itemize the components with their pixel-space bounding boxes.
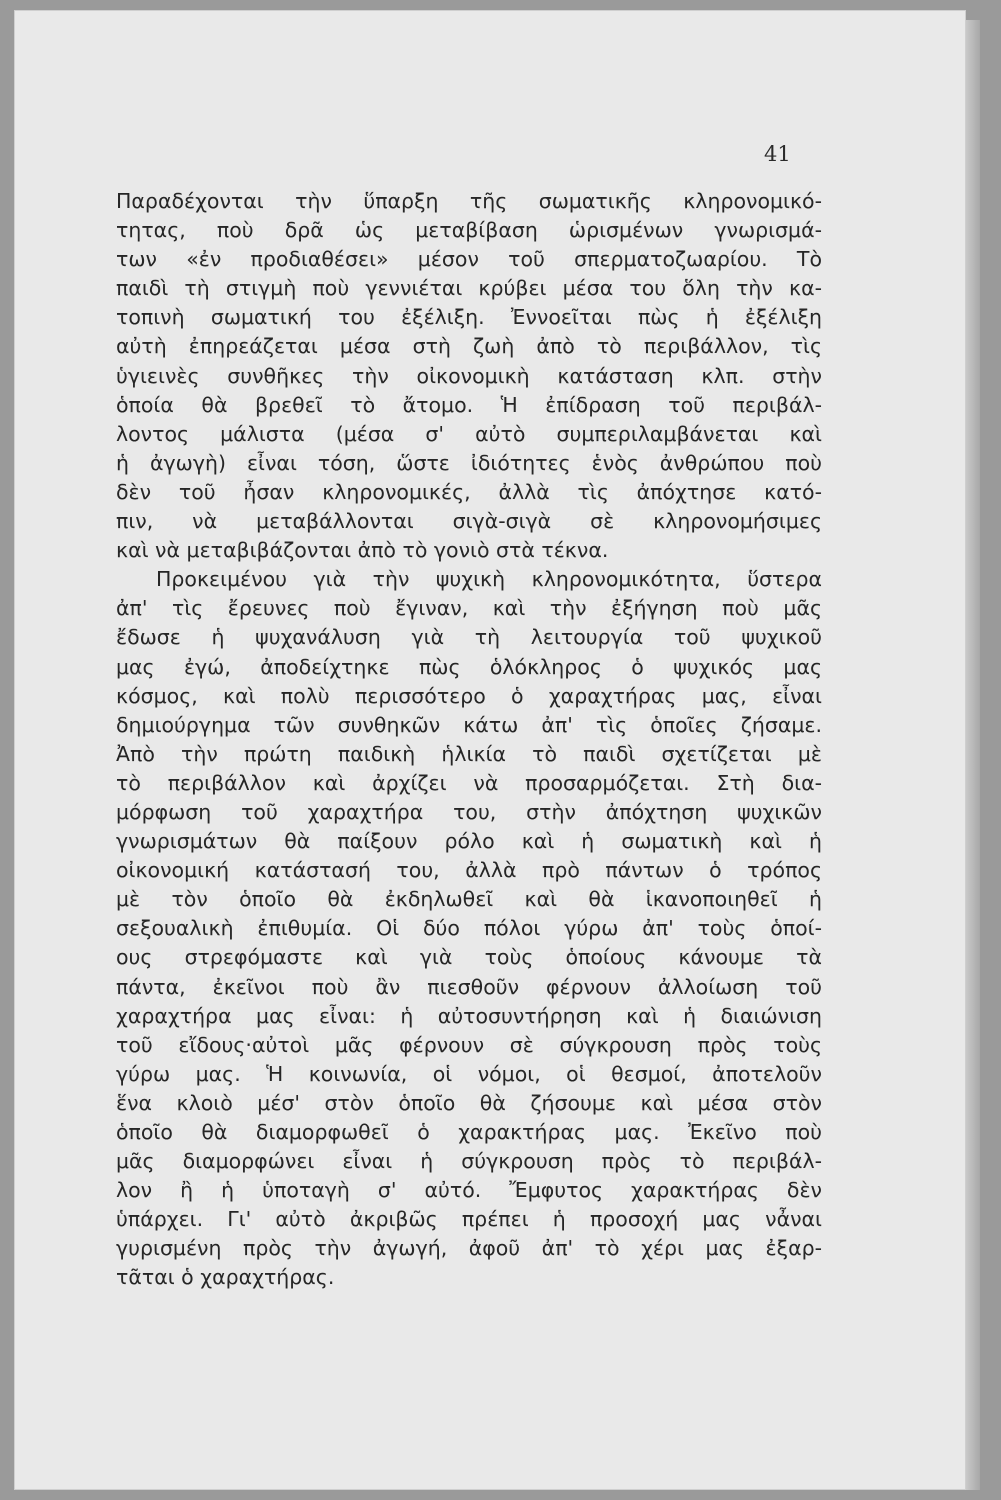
text-line: μὲ τὸν ὁποῖο θὰ ἐκδηλωθεῖ καὶ θὰ ἱκανοποιηθεῖ ἡ <box>116 887 822 912</box>
text-line: ὑγιεινὲς συνθῆκες τὴν οἰκονομικὴ κατάσταση κλπ. στὴν <box>116 363 822 388</box>
text-line: Ἀπὸ τὴν πρώτη παιδικὴ ἡλικία τὸ παιδὶ σχετίζεται μὲ <box>116 741 822 766</box>
text-line: λον ἢ ἡ ὑποταγὴ σ' αὐτό. Ἔμφυτος χαρακτήρας δὲν <box>116 1178 822 1203</box>
text-line: χαραχτήρα μας εἶναι: ἡ αὐτοσυντήρηση καὶ ἡ διαιώνιση <box>116 1003 822 1028</box>
text-line: των «ἐν προδιαθέσει» μέσον τοῦ σπερματοζωαρίου. Τὸ <box>116 247 822 272</box>
text-line: αὐτὴ ἐπηρεάζεται μέσα στὴ ζωὴ ἀπὸ τὸ περιβάλλον, τὶς <box>116 334 822 359</box>
text-line: τὸ περιβάλλον καὶ ἀρχίζει νὰ προσαρμόζεται. Στὴ δια- <box>116 770 822 795</box>
text-line: λοντος μάλιστα (μέσα σ' αὐτὸ συμπεριλαμβάνεται καὶ <box>116 421 822 446</box>
paragraph-last-line: τᾶται ὁ χαραχτήρας. <box>116 1265 335 1290</box>
text-line: μας ἐγώ, ἀποδείχτηκε πὼς ὁλόκληρος ὁ ψυχικός μας <box>116 654 822 679</box>
text-line: ους στρεφόμαστε καὶ γιὰ τοὺς ὁποίους κάνουμε τὰ <box>116 945 822 970</box>
text-line: τοῦ εἴδους·αὐτοὶ μᾶς φέρνουν σὲ σύγκρουση πρὸς τοὺς <box>116 1032 822 1057</box>
paragraph-first-line: Προκειμένου γιὰ τὴν ψυχικὴ κληρονομικότητα, ὕστερα <box>156 567 822 592</box>
text-line: παιδὶ τὴ στιγμὴ ποὺ γεννιέται κρύβει μέσα του ὅλη τὴν κα- <box>116 276 822 301</box>
text-line: σεξουαλικὴ ἐπιθυμία. Οἱ δύο πόλοι γύρω ἀπ' τοὺς ὁποί- <box>116 916 822 941</box>
text-line: ὑπάρχει. Γι' αὐτὸ ἀκριβῶς πρέπει ἡ προσοχή μας νἆναι <box>116 1207 822 1232</box>
text-line: ὁποῖο θὰ διαμορφωθεῖ ὁ χαρακτήρας μας. Ἐκεῖνο ποὺ <box>116 1120 822 1144</box>
paragraph-last-line: καὶ νὰ μεταβιβάζονται ἀπὸ τὸ γονιὸ στὰ τέκνα. <box>116 538 609 563</box>
text-line: ἡ ἀγωγὴ) εἶναι τόση, ὥστε ἰδιότητες ἑνὸς ἀνθρώπου ποὺ <box>116 450 822 475</box>
text-line: πιν, νὰ μεταβάλλονται σιγὰ-σιγὰ σὲ κληρονομήσιμες <box>116 509 822 534</box>
text-line: τητας, ποὺ δρᾶ ὡς μεταβίβαση ὡρισμένων γνωρισμά- <box>116 218 822 243</box>
text-line: ἔδωσε ἡ ψυχανάλυση γιὰ τὴ λειτουργία τοῦ ψυχικοῦ <box>116 625 822 650</box>
text-line: δημιούργημα τῶν συνθηκῶν κάτω ἀπ' τὶς ὁποῖες ζήσαμε. <box>116 712 822 737</box>
text-line: τοπινὴ σωματική του ἐξέλιξη. Ἐννοεῖται πὼς ἡ ἐξέλιξη <box>116 305 822 330</box>
text-line: οἰκονομική κατάστασή του, ἀλλὰ πρὸ πάντων ὁ τρόπος <box>116 858 822 883</box>
text-line: κόσμος, καὶ πολὺ περισσότερο ὁ χαραχτήρας μας, εἶναι <box>116 683 822 708</box>
page-edge-shadow <box>966 20 980 1490</box>
text-line: πάντα, ἐκεῖνοι ποὺ ἂν πιεσθοῦν φέρνουν ἀλλοίωση τοῦ <box>116 974 822 999</box>
text-line: μόρφωση τοῦ χαραχτήρα του, στὴν ἀπόχτηση ψυχικῶν <box>116 799 822 824</box>
text-line: Παραδέχονται τὴν ὕπαρξη τῆς σωματικῆς κληρονομικό- <box>116 189 822 213</box>
text-line: ἀπ' τὶς ἔρευνες ποὺ ἔγιναν, καὶ τὴν ἐξήγηση ποὺ μᾶς <box>116 596 822 621</box>
body-text <box>116 187 822 1293</box>
text-line: ὁποία θὰ βρεθεῖ τὸ ἄτομο. Ἡ ἐπίδραση τοῦ περιβάλ- <box>116 392 822 417</box>
text-line: μᾶς διαμορφώνει εἶναι ἡ σύγκρουση πρὸς τὸ περιβάλ- <box>116 1149 822 1174</box>
text-line: ἕνα κλοιὸ μέσ' στὸν ὁποῖο θὰ ζήσουμε καὶ μέσα στὸν <box>116 1090 822 1115</box>
text-line: γύρω μας. Ἡ κοινωνία, οἱ νόμοι, οἱ θεσμοί, ἀποτελοῦν <box>116 1061 822 1086</box>
text-line: γνωρισμάτων θὰ παίξουν ρόλο καὶ ἡ σωματικὴ καὶ ἡ <box>116 829 822 854</box>
page-number: 41 <box>764 142 791 166</box>
text-line: γυρισμένη πρὸς τὴν ἀγωγή, ἀφοῦ ἀπ' τὸ χέρι μας ἐξαρ- <box>116 1236 822 1261</box>
text-line: δὲν τοῦ ἦσαν κληρονομικές, ἀλλὰ τὶς ἀπόχτησε κατό- <box>116 479 822 504</box>
